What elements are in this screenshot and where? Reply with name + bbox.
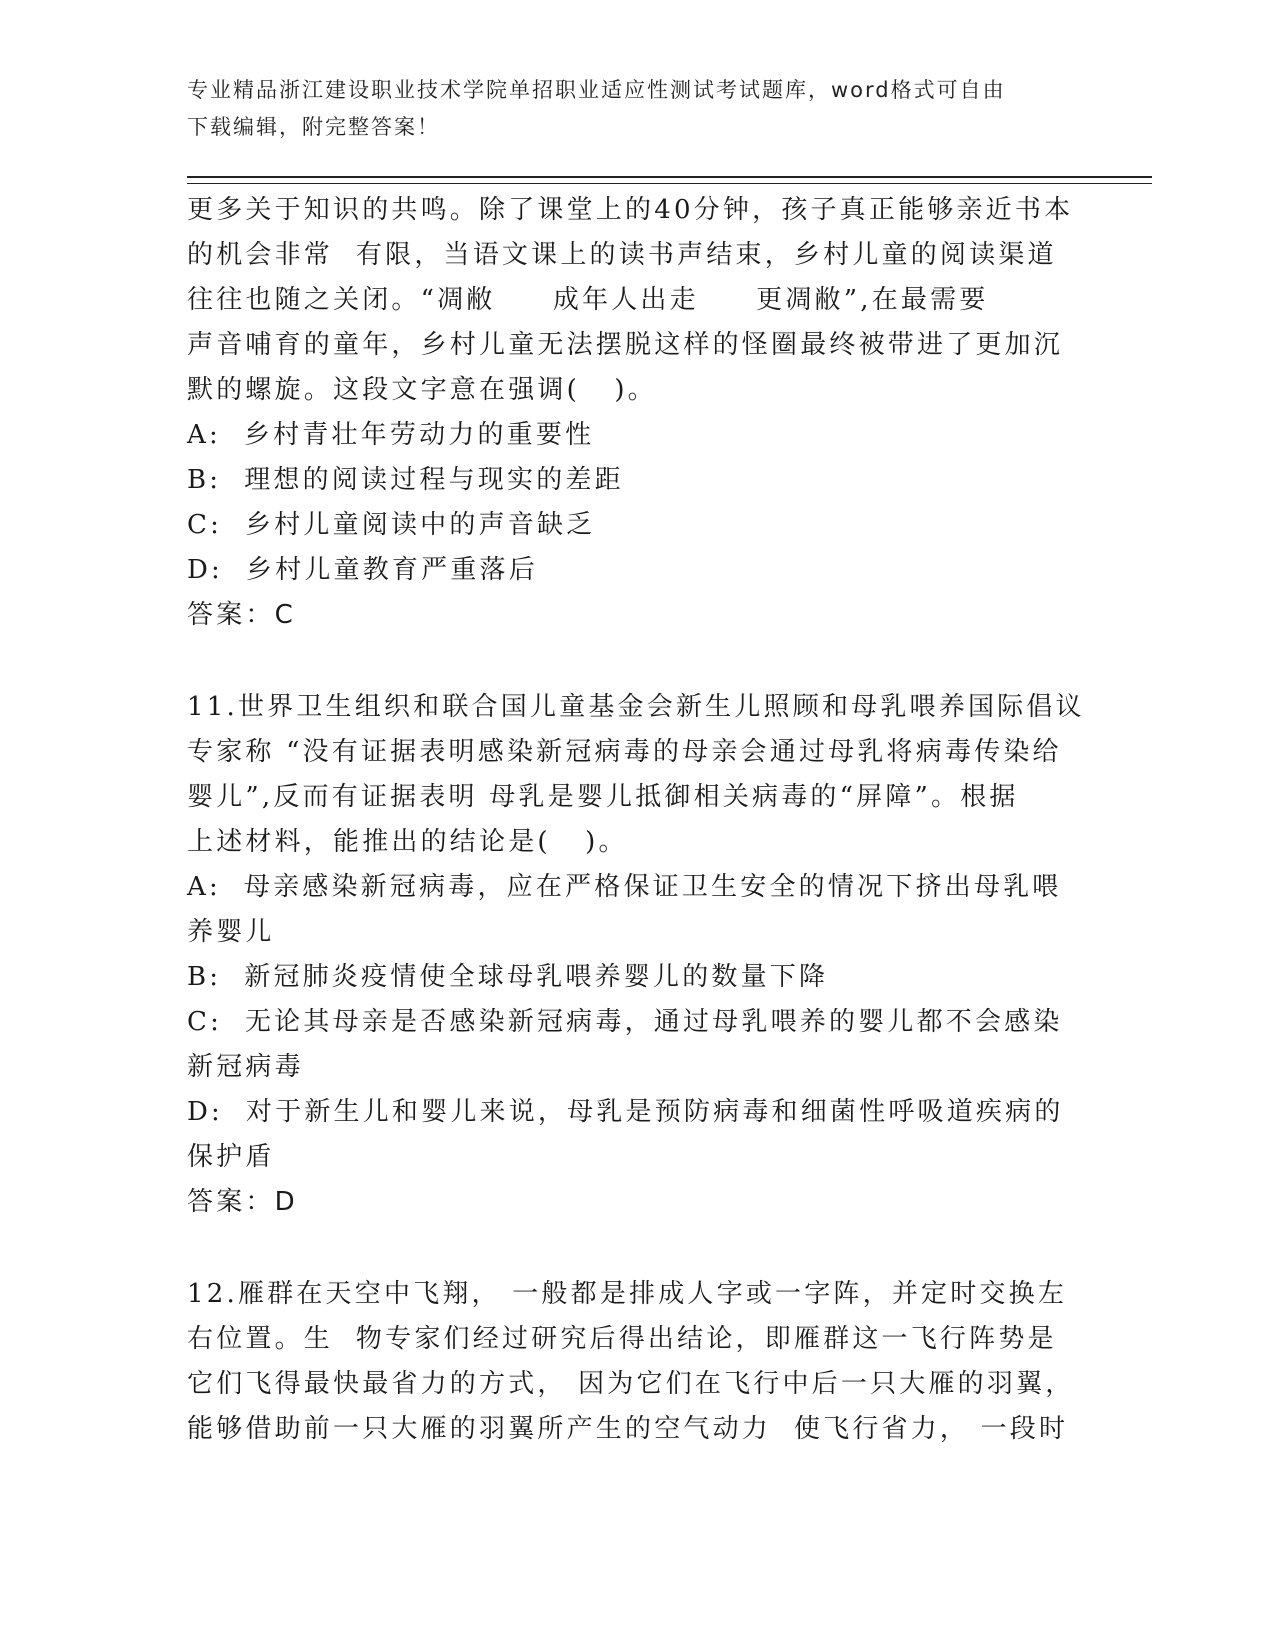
- question-12: [187, 1272, 1087, 1452]
- question-stem-line: 的机会非常 有限，当语文课上的读书声结束，乡村儿童的阅读渠道: [187, 240, 1057, 270]
- option-c: C: 乡村儿童阅读中的声音缺乏: [187, 510, 596, 540]
- question-10: [187, 188, 1087, 638]
- question-stem-line: 12.雁群在天空中飞翔， 一般都是排成人字或一字阵，并定时交换左: [187, 1279, 1068, 1309]
- question-stem-line: 能够借助前一只大雁的羽翼所产生的空气动力 使飞行省力， 一段时: [187, 1414, 1069, 1444]
- question-stem-line: 右位置。生 物专家们经过研究后得出结论，即雁群这一飞行阵势是: [187, 1324, 1057, 1354]
- option-c-continued: 新冠病毒: [187, 1052, 304, 1082]
- document-header: [187, 72, 1087, 146]
- answer-label: 答案：D: [187, 1187, 298, 1217]
- header-rule-thin: [187, 183, 1152, 184]
- option-c: C: 无论其母亲是否感染新冠病毒，通过母乳喂养的婴儿都不会感染: [187, 1007, 1063, 1037]
- option-a: A: 乡村青壮年劳动力的重要性: [187, 420, 595, 450]
- option-d-continued: 保护盾: [187, 1142, 275, 1172]
- question-11: [187, 685, 1087, 1225]
- question-stem-line: 婴儿”,反而有证据表明 母乳是婴儿抵御相关病毒的“屏障”。根据: [187, 782, 1019, 812]
- document-body: [187, 188, 1087, 1452]
- question-stem-line: 默的螺旋。这段文字意在强调( )。: [187, 375, 657, 405]
- option-b: B: 理想的阅读过程与现实的差距: [187, 465, 624, 495]
- question-stem-line: 往往也随之关闭。“凋敝 成年人出走 更凋敝”,在最需要: [187, 285, 989, 315]
- question-stem-line: 它们飞得最快最省力的方式， 因为它们在飞行中后一只大雁的羽翼，: [187, 1369, 1075, 1399]
- question-stem-line: 更多关于知识的共鸣。除了课堂上的40分钟，孩子真正能够亲近书本: [187, 195, 1074, 225]
- option-d: D: 乡村儿童教育严重落后: [187, 555, 538, 585]
- header-rule-thick: [187, 176, 1152, 178]
- question-stem-line: 11.世界卫生组织和联合国儿童基金会新生儿照顾和母乳喂养国际倡议: [187, 692, 1085, 722]
- option-a: A: 母亲感染新冠病毒，应在严格保证卫生安全的情况下挤出母乳喂: [187, 872, 1062, 902]
- header-line-2: 下载编辑，附完整答案！: [187, 115, 440, 139]
- question-stem-line: 声音哺育的童年，乡村儿童无法摆脱这样的怪圈最终被带进了更加沉: [187, 330, 1064, 360]
- question-stem-line: 上述材料，能推出的结论是( )。: [187, 827, 628, 857]
- option-b: B: 新冠肺炎疫情使全球母乳喂养婴儿的数量下降: [187, 962, 829, 992]
- option-a-continued: 养婴儿: [187, 917, 275, 947]
- option-d: D: 对于新生儿和婴儿来说，母乳是预防病毒和细菌性呼吸道疾病的: [187, 1097, 1064, 1127]
- question-stem-line: 专家称 “没有证据表明感染新冠病毒的母亲会通过母乳将病毒传染给: [187, 737, 1062, 767]
- header-line-1: 专业精品浙江建设职业技术学院单招职业适应性测试考试题库，word格式可自由: [187, 78, 1006, 102]
- answer-label: 答案：C: [187, 600, 296, 630]
